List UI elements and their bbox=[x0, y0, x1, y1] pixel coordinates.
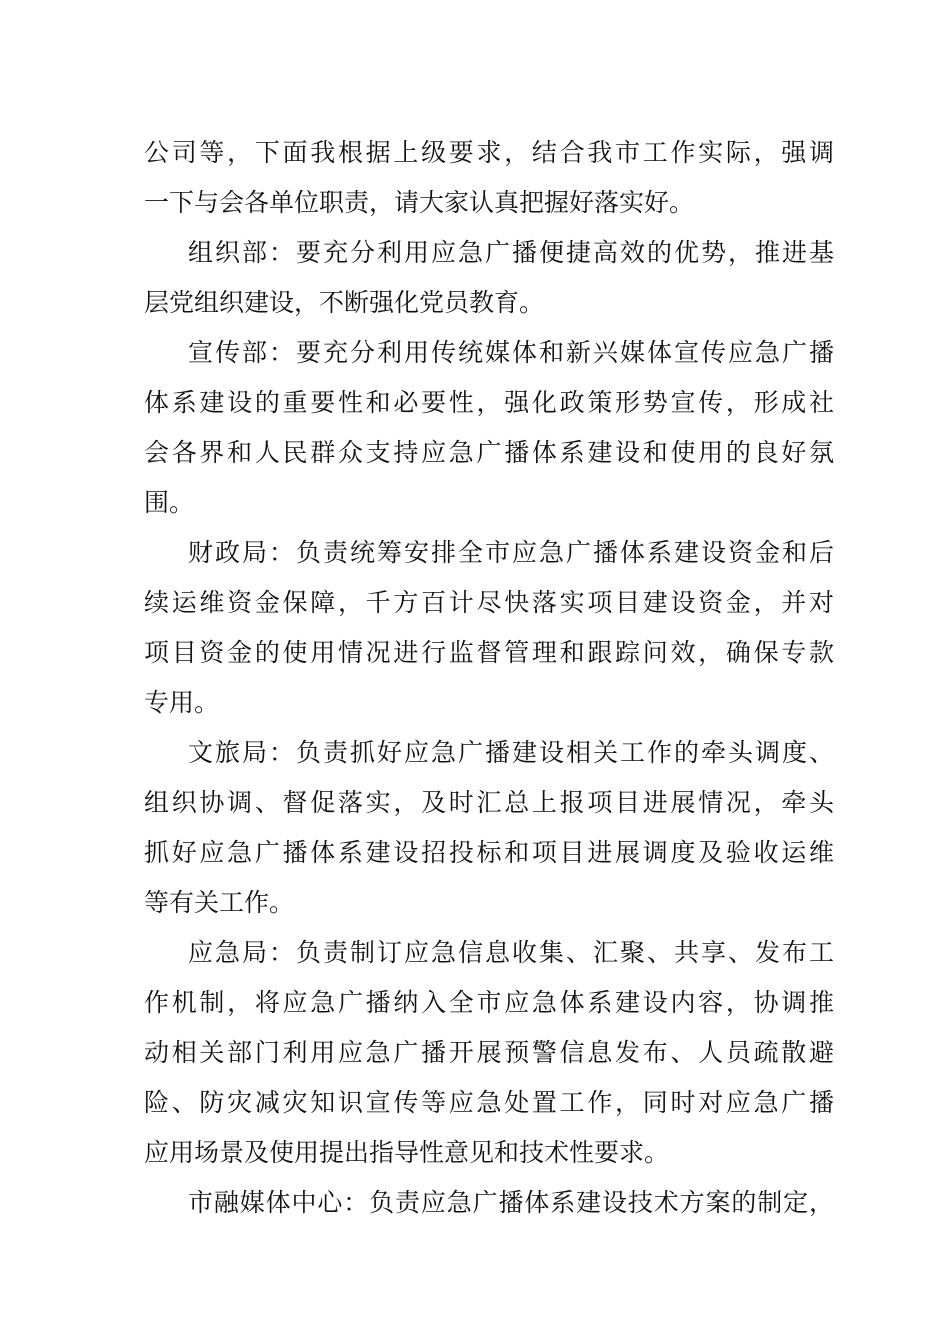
paragraph-line: 围。 bbox=[144, 488, 195, 517]
paragraph-line: 续运维资金保障，千方百计尽快落实项目建设资金，并对 bbox=[144, 588, 834, 617]
paragraph-line: 一下与会各单位职责，请大家认真把握好落实好。 bbox=[144, 188, 695, 217]
paragraph-line: 层党组织建设，不断强化党员教育。 bbox=[144, 288, 545, 317]
paragraph-line: 应急局：负责制订应急信息收集、汇聚、共享、发布工 bbox=[188, 938, 834, 967]
paragraph-line: 文旅局：负责抓好应急广播建设相关工作的牵头调度、 bbox=[188, 738, 834, 767]
paragraph-line: 险、防灾减灾知识宣传等应急处置工作，同时对应急广播 bbox=[144, 1088, 834, 1117]
paragraph-line: 体系建设的重要性和必要性，强化政策形势宣传，形成社 bbox=[144, 388, 834, 417]
paragraph-line: 会各界和人民群众支持应急广播体系建设和使用的良好氛 bbox=[144, 438, 834, 467]
paragraph-line: 动相关部门利用应急广播开展预警信息发布、人员疏散避 bbox=[144, 1038, 834, 1067]
paragraph-line: 作机制，将应急广播纳入全市应急体系建设内容，协调推 bbox=[144, 988, 834, 1017]
paragraph-line: 财政局：负责统筹安排全市应急广播体系建设资金和后 bbox=[188, 538, 834, 567]
paragraph-line: 项目资金的使用情况进行监督管理和跟踪问效，确保专款 bbox=[144, 638, 834, 667]
paragraph-line: 抓好应急广播体系建设招投标和项目进展调度及验收运维 bbox=[144, 838, 834, 867]
paragraph-line: 等有关工作。 bbox=[144, 888, 295, 917]
paragraph-line: 市融媒体中心：负责应急广播体系建设技术方案的制定， bbox=[188, 1188, 834, 1217]
document-body bbox=[144, 128, 834, 1228]
paragraph-line: 宣传部：要充分利用传统媒体和新兴媒体宣传应急广播 bbox=[188, 338, 834, 367]
paragraph-line: 专用。 bbox=[144, 688, 220, 717]
paragraph-line: 组织部：要充分利用应急广播便捷高效的优势，推进基 bbox=[188, 238, 834, 267]
paragraph-line: 组织协调、督促落实，及时汇总上报项目进展情况，牵头 bbox=[144, 788, 834, 817]
paragraph-line: 应用场景及使用提出指导性意见和技术性要求。 bbox=[144, 1138, 670, 1167]
paragraph-line: 公司等，下面我根据上级要求，结合我市工作实际，强调 bbox=[144, 138, 834, 167]
